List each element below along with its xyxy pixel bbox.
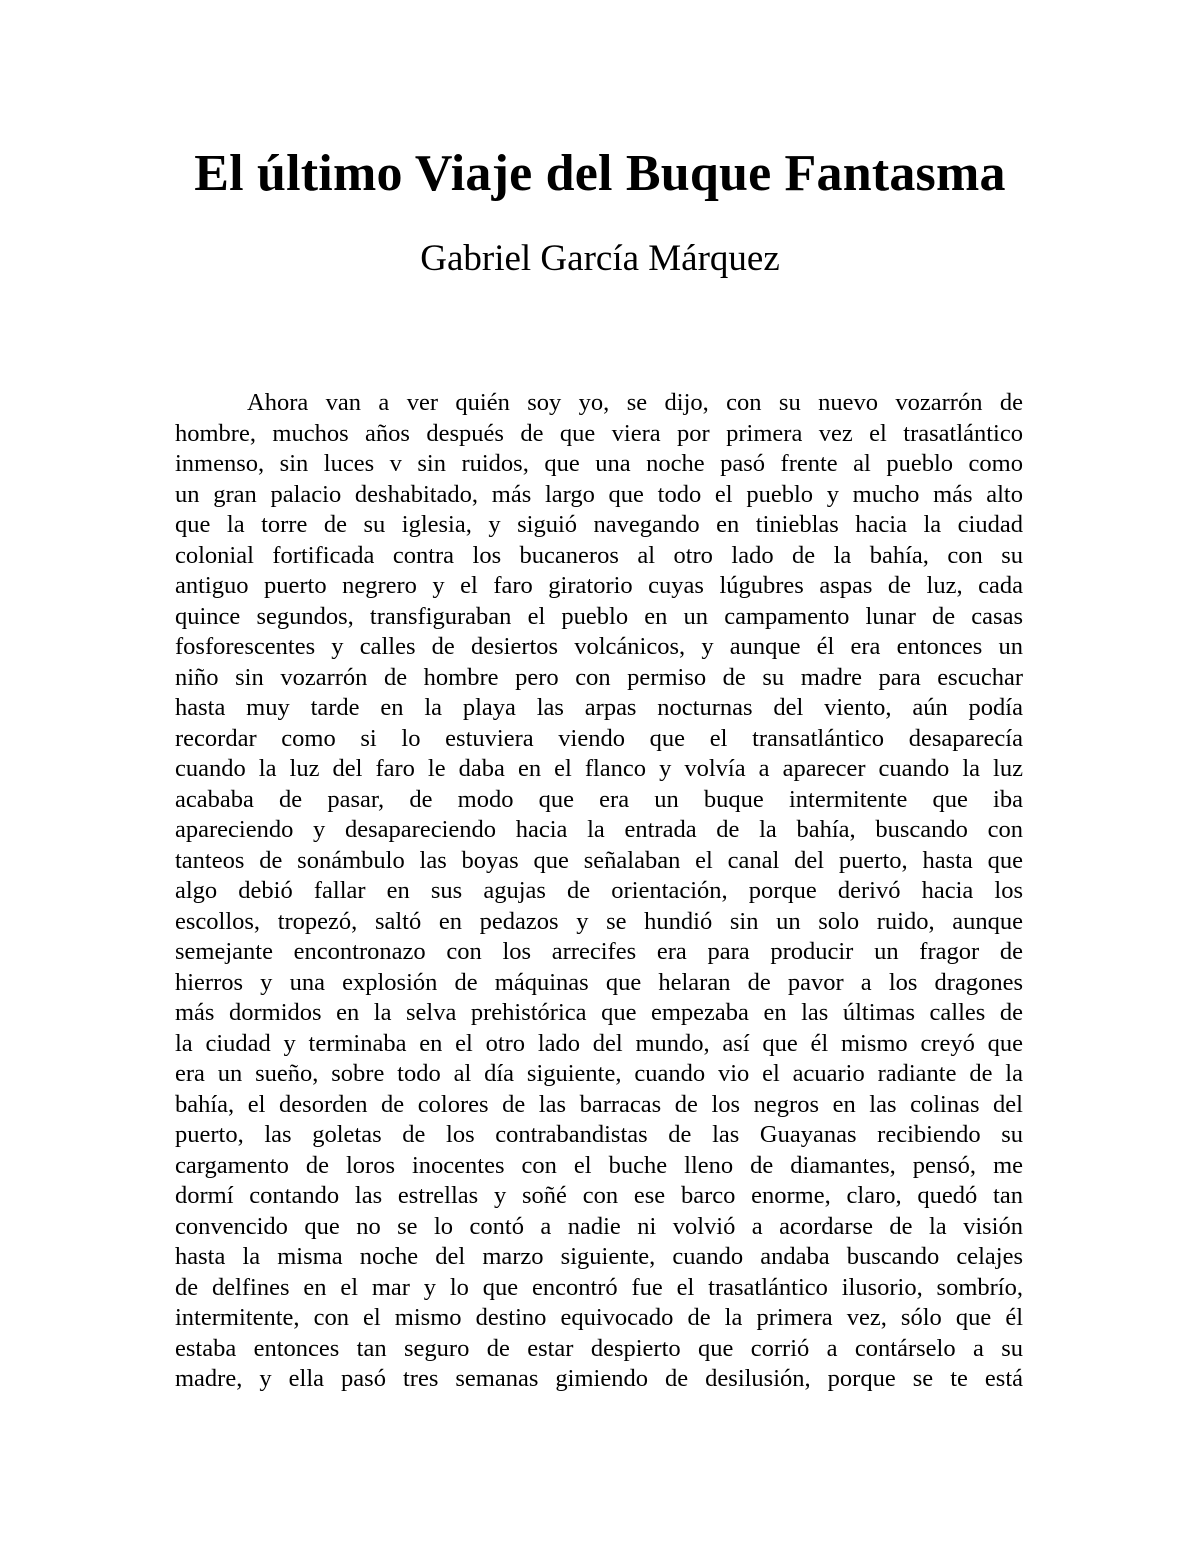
text-line: semejante encontronazo con los arrecifes era para producir un fragor de — [175, 938, 1023, 965]
text-line: Ahora van a ver quién soy yo, se dijo, con su nuevo vozarrón de — [247, 389, 1023, 416]
text-line: quince segundos, transfiguraban el pueblo en un campamento lunar de casas — [175, 602, 1023, 630]
text-line: hasta muy tarde en la playa las arpas nocturnas del viento, aún podía — [175, 694, 1023, 721]
body-paragraph — [175, 388, 1023, 1395]
document-title: El último Viaje del Buque Fantasma — [194, 145, 1006, 202]
author-name: Gabriel García Márquez — [420, 238, 780, 279]
text-line: hasta la misma noche del marzo siguiente, cuando andaba buscando celajes — [175, 1243, 1023, 1270]
text-line: convencido que no se lo contó a nadie ni volvió a acordarse de la visión — [175, 1212, 1023, 1240]
text-line: madre, y ella pasó tres semanas gimiendo de desilusión, porque se te está — [175, 1365, 1023, 1392]
text-line: recordar como si lo estuviera viendo que el transatlántico desaparecía — [175, 724, 1023, 752]
text-line: fosforescentes y calles de desiertos volcánicos, y aunque él era entonces un — [175, 633, 1023, 660]
text-line: un gran palacio deshabitado, más largo que todo el pueblo y mucho más alto — [175, 480, 1023, 508]
text-line: intermitente, con el mismo destino equivocado de la primera vez, sólo que él — [175, 1304, 1023, 1331]
text-line: puerto, las goletas de los contrabandistas de las Guayanas recibiendo su — [175, 1121, 1023, 1148]
text-line: antiguo puerto negrero y el faro giratorio cuyas lúgubres aspas de luz, cada — [175, 572, 1023, 599]
text-line: algo debió fallar en sus agujas de orientación, porque derivó hacia los — [175, 877, 1023, 904]
text-line: estaba entonces tan seguro de estar despierto que corrió a contárselo a su — [175, 1334, 1023, 1362]
text-line: era un sueño, sobre todo al día siguiente, cuando vio el acuario radiante de la — [175, 1060, 1023, 1087]
text-line: niño sin vozarrón de hombre pero con permiso de su madre para escuchar — [175, 663, 1023, 691]
text-line: hierros y una explosión de máquinas que helaran de pavor a los dragones — [175, 968, 1023, 996]
text-line: la ciudad y terminaba en el otro lado del mundo, así que él mismo creyó que — [175, 1029, 1023, 1057]
text-line: escollos, tropezó, saltó en pedazos y se hundió sin un solo ruido, aunque — [175, 907, 1023, 935]
text-line: que la torre de su iglesia, y siguió navegando en tinieblas hacia la ciudad — [175, 511, 1023, 538]
text-line: hombre, muchos años después de que viera por primera vez el trasatlántico — [175, 419, 1023, 447]
text-line: de delfines en el mar y lo que encontró fue el trasatlántico ilusorio, sombrío, — [175, 1273, 1023, 1301]
text-line: cargamento de loros inocentes con el buche lleno de diamantes, pensó, me — [175, 1151, 1023, 1179]
text-line: apareciendo y desapareciendo hacia la entrada de la bahía, buscando con — [175, 816, 1023, 843]
text-line: inmenso, sin luces v sin ruidos, que una noche pasó frente al pueblo como — [175, 450, 1023, 477]
text-line: más dormidos en la selva prehistórica que empezaba en las últimas calles de — [175, 999, 1023, 1026]
text-line: colonial fortificada contra los bucaneros al otro lado de la bahía, con su — [175, 541, 1023, 569]
text-line: cuando la luz del faro le daba en el flanco y volvía a aparecer cuando la luz — [175, 755, 1023, 782]
text-line: dormí contando las estrellas y soñé con ese barco enorme, claro, quedó tan — [175, 1182, 1023, 1209]
text-line: acababa de pasar, de modo que era un buque intermitente que iba — [175, 785, 1023, 813]
text-line: tanteos de sonámbulo las boyas que señalaban el canal del puerto, hasta que — [175, 846, 1023, 874]
text-line: bahía, el desorden de colores de las barracas de los negros en las colinas del — [175, 1090, 1023, 1118]
